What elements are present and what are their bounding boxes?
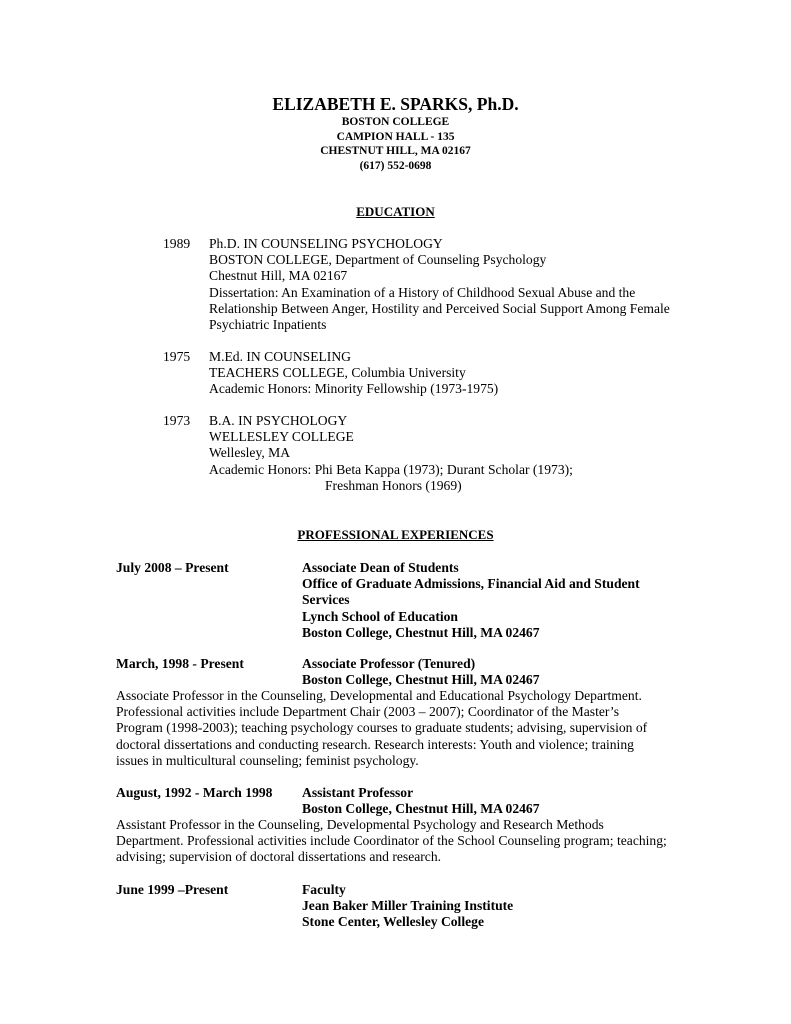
experience-date: August, 1992 - March 1998: [116, 785, 273, 800]
education-line: Chestnut Hill, MA 02167: [209, 268, 348, 284]
experience-line: Boston College, Chestnut Hill, MA 02467: [302, 801, 540, 817]
phone-line: (617) 552-0698: [359, 159, 432, 172]
education-line: Psychiatric Inpatients: [209, 317, 327, 333]
education-line: Ph.D. IN COUNSELING PSYCHOLOGY: [209, 236, 443, 251]
resume-header: [0, 93, 791, 173]
education-line: Wellesley, MA: [209, 445, 291, 461]
education-line: Freshman Honors (1969): [325, 477, 462, 493]
description-line: Associate Professor in the Counseling, Developmental and Educational Psychology Department.: [116, 688, 642, 703]
description-line: Program (1998-2003); teaching psychology courses to graduate students; advising, supervision of: [116, 720, 648, 736]
description-line: doctoral dissertations and conducting research. Research interests: Youth and violence; training: [116, 736, 634, 752]
experience-line: Boston College, Chestnut Hill, MA 02467: [302, 672, 540, 688]
education-year: 1975: [163, 349, 191, 364]
education-line: Academic Honors: Phi Beta Kappa (1973); Durant Scholar (1973);: [209, 461, 573, 477]
description-line: Department. Professional activities include Coordinator of the School Counseling program; teaching;: [116, 833, 667, 849]
experience-date: March, 1998 - Present: [116, 656, 244, 671]
experience-line: Stone Center, Wellesley College: [302, 914, 484, 930]
education-line: WELLESLEY COLLEGE: [209, 429, 354, 445]
experience-line: Office of Graduate Admissions, Financial Aid and Student: [302, 576, 640, 592]
education-line: B.A. IN PSYCHOLOGY: [209, 413, 348, 428]
experience-line: Lynch School of Education: [302, 608, 458, 624]
education-line: Relationship Between Anger, Hostility and Perceived Social Support Among Female: [209, 300, 670, 316]
description-line: Professional activities include Department Chair (2003 – 2007); Coordinator of the Master’s: [116, 704, 619, 720]
education-line: M.Ed. IN COUNSELING: [209, 349, 351, 364]
education-line: Academic Honors: Minority Fellowship (1973-1975): [209, 381, 499, 397]
education-line: Dissertation: An Examination of a History of Childhood Sexual Abuse and the: [209, 284, 636, 300]
experience-date: July 2008 – Present: [116, 560, 229, 575]
experience-line: Faculty: [302, 882, 346, 897]
education-heading: EDUCATION: [356, 204, 435, 219]
experience-date: June 1999 –Present: [116, 882, 229, 897]
address-line: CAMPION HALL - 135: [336, 130, 455, 143]
experience-description: [116, 817, 706, 866]
experience-line: Assistant Professor: [302, 785, 414, 800]
description-line: issues in multicultural counseling; feminist psychology.: [116, 752, 419, 768]
experience-line: Associate Dean of Students: [302, 560, 459, 575]
education-line: TEACHERS COLLEGE, Columbia University: [209, 365, 466, 381]
experience-line: Jean Baker Miller Training Institute: [302, 898, 514, 914]
education-year: 1989: [163, 236, 191, 251]
experience-line: Services: [302, 592, 350, 608]
experience-line: Boston College, Chestnut Hill, MA 02467: [302, 624, 540, 640]
description-line: Assistant Professor in the Counseling, Developmental Psychology and Research Methods: [116, 817, 604, 832]
address-line: BOSTON COLLEGE: [341, 116, 450, 128]
education-year: 1973: [163, 413, 191, 428]
experience-description: [116, 688, 706, 769]
address-line: CHESTNUT HILL, MA 02167: [320, 145, 471, 157]
description-line: advising; supervision of doctoral dissertations and research.: [116, 849, 442, 865]
experience-heading: PROFESSIONAL EXPERIENCES: [297, 527, 494, 542]
person-name: ELIZABETH E. SPARKS, Ph.D.: [272, 94, 519, 114]
education-line: BOSTON COLLEGE, Department of Counseling Psychology: [209, 252, 547, 268]
experience-line: Associate Professor (Tenured): [302, 656, 476, 671]
